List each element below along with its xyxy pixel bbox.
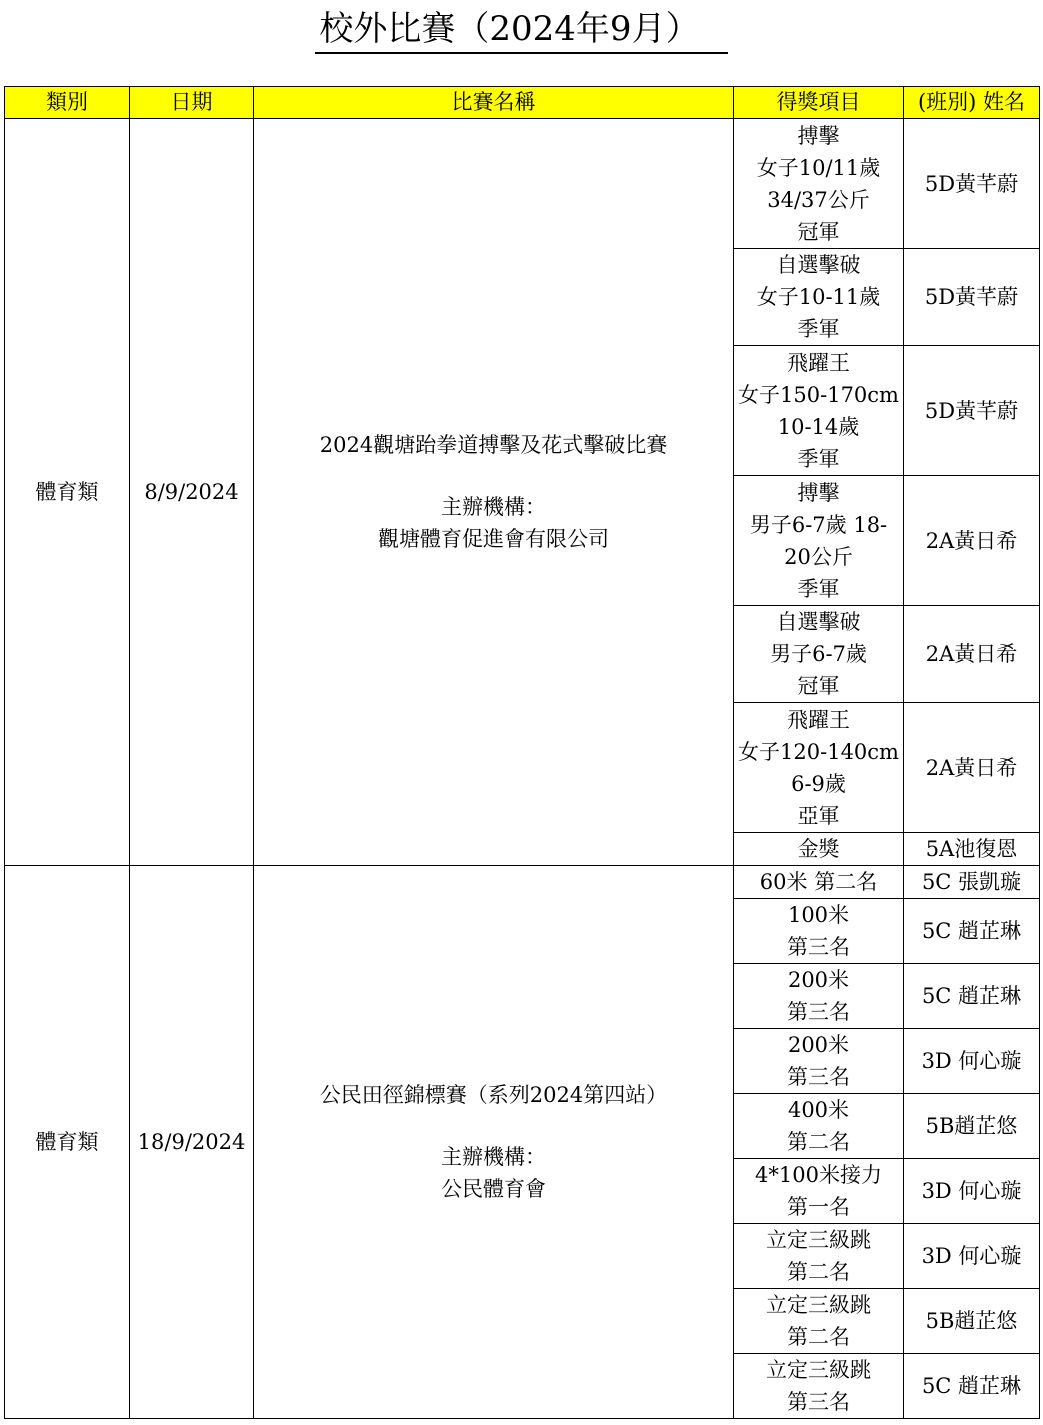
- award-item: 飛躍王 女子150-170cm 10-14歲 季軍: [734, 346, 904, 476]
- student-name: 5C 趙芷琳: [904, 1354, 1040, 1419]
- award-item: 60米 第二名: [734, 866, 904, 899]
- student-name: 5D黃芊蔚: [904, 249, 1040, 346]
- date-cell: 8/9/2024: [130, 119, 254, 866]
- competition-name: 公民田徑錦標賽（系列2024第四站）: [319, 1083, 668, 1107]
- awards-table: [4, 86, 1040, 1419]
- student-name: 5C 趙芷琳: [904, 899, 1040, 964]
- page-title-text: 校外比賽（2024年9月）: [315, 6, 727, 54]
- table-row: [5, 866, 1040, 899]
- header-row: [5, 87, 1040, 119]
- award-item: 立定三級跳 第三名: [734, 1354, 904, 1419]
- competition-cell: [254, 119, 734, 866]
- award-item: 搏擊 女子10/11歲 34/37公斤 冠軍: [734, 119, 904, 249]
- table-row: [5, 119, 1040, 249]
- competition-cell: [254, 866, 734, 1419]
- award-item: 自選擊破 男子6-7歲 冠軍: [734, 606, 904, 703]
- award-item: 金獎: [734, 833, 904, 866]
- date-cell: 18/9/2024: [130, 866, 254, 1419]
- student-name: 5B趙芷悠: [904, 1094, 1040, 1159]
- award-item: 搏擊 男子6-7歲 18- 20公斤 季軍: [734, 476, 904, 606]
- student-name: 2A黃日希: [904, 476, 1040, 606]
- competition-name: 2024觀塘跆拳道搏擊及花式擊破比賽: [319, 433, 668, 457]
- award-item: 200米 第三名: [734, 964, 904, 1029]
- student-name: 5B趙芷悠: [904, 1289, 1040, 1354]
- student-name: 5A池復恩: [904, 833, 1040, 866]
- student-name: 5D黃芊蔚: [904, 119, 1040, 249]
- student-name: 2A黃日希: [904, 606, 1040, 703]
- student-name: 2A黃日希: [904, 703, 1040, 833]
- student-name: 3D 何心璇: [904, 1029, 1040, 1094]
- award-item: 100米 第三名: [734, 899, 904, 964]
- category-cell: 體育類: [5, 866, 130, 1419]
- student-name: 3D 何心璇: [904, 1159, 1040, 1224]
- organizer-label: 主辦機構：: [441, 1145, 546, 1169]
- header-category: 類別: [5, 87, 130, 119]
- category-cell: 體育類: [5, 119, 130, 866]
- award-item: 立定三級跳 第二名: [734, 1224, 904, 1289]
- page-title: [0, 6, 1043, 56]
- student-name: 5D黃芊蔚: [904, 346, 1040, 476]
- award-item: 自選擊破 女子10-11歲 季軍: [734, 249, 904, 346]
- header-date: 日期: [130, 87, 254, 119]
- award-item: 立定三級跳 第二名: [734, 1289, 904, 1354]
- header-competition: 比賽名稱: [254, 87, 734, 119]
- award-item: 400米 第二名: [734, 1094, 904, 1159]
- header-student: (班別) 姓名: [904, 87, 1040, 119]
- award-item: 4*100米接力 第一名: [734, 1159, 904, 1224]
- student-name: 5C 張凱璇: [904, 866, 1040, 899]
- header-award-item: 得獎項目: [734, 87, 904, 119]
- organizer-name: 公民體育會: [441, 1177, 546, 1201]
- award-item: 飛躍王 女子120-140cm 6-9歲 亞軍: [734, 703, 904, 833]
- student-name: 5C 趙芷琳: [904, 964, 1040, 1029]
- organizer-label: 主辦機構：: [441, 495, 546, 519]
- organizer-name: 觀塘體育促進會有限公司: [378, 527, 609, 551]
- award-item: 200米 第三名: [734, 1029, 904, 1094]
- student-name: 3D 何心璇: [904, 1224, 1040, 1289]
